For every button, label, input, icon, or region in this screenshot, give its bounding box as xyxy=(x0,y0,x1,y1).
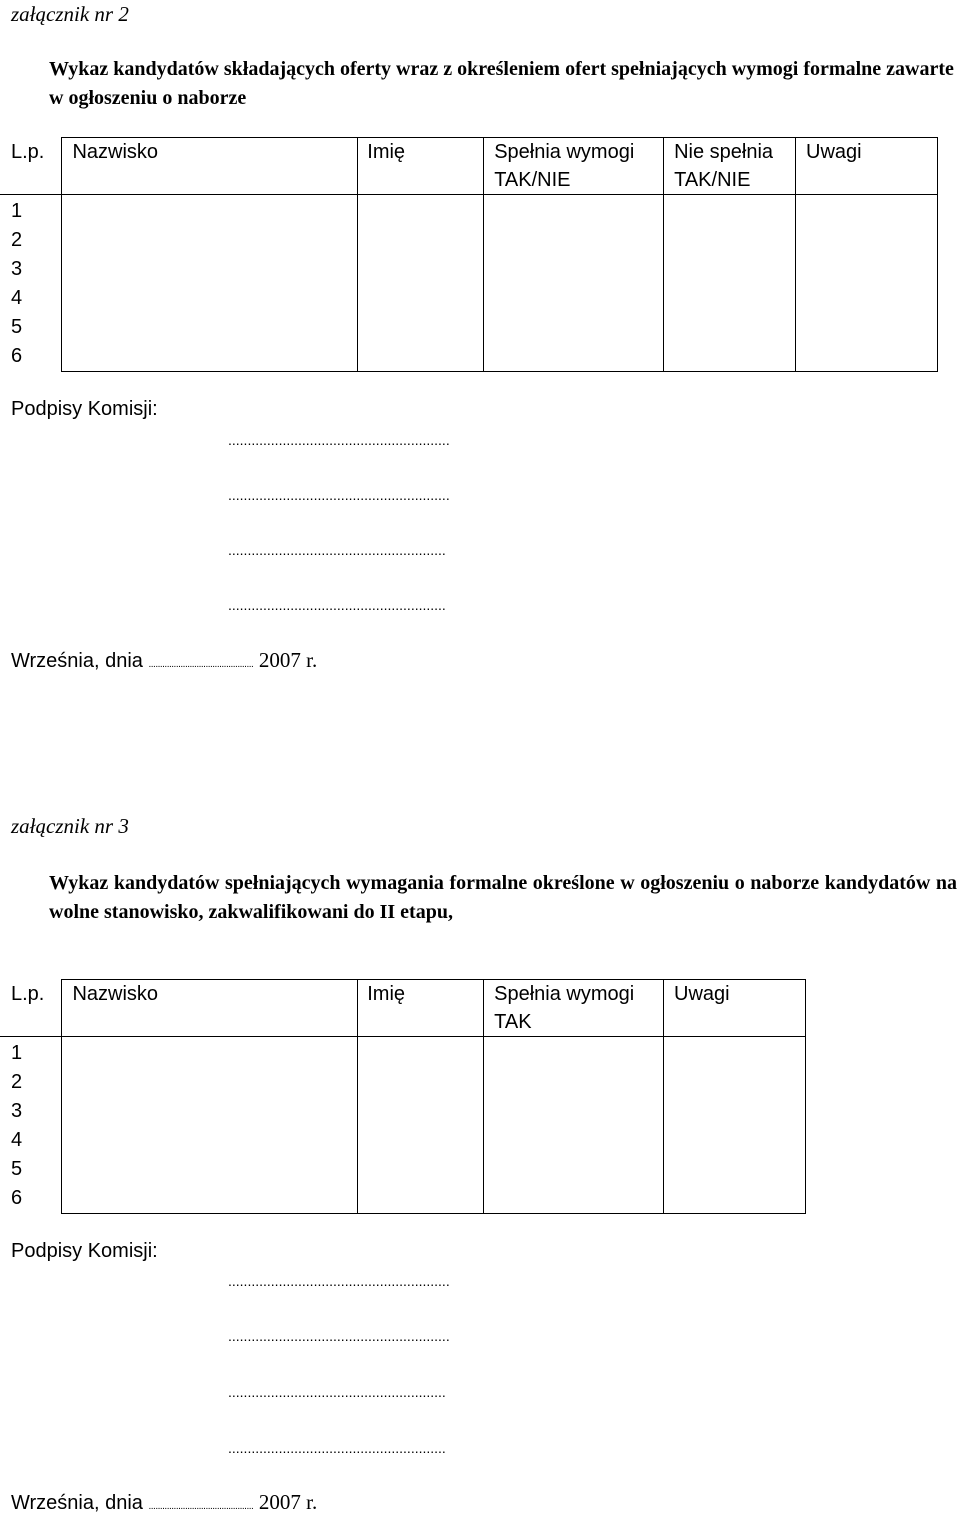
signature-line: ........................................................ xyxy=(228,1384,446,1400)
signatures-label: Podpisy Komisji: xyxy=(11,1240,158,1262)
candidates-table xyxy=(0,137,938,372)
row-numbers xyxy=(0,195,62,372)
row-number: 5 xyxy=(11,1158,23,1180)
row-number: 5 xyxy=(11,316,23,338)
signature-line: ......................................................... xyxy=(228,487,450,503)
notes-cell xyxy=(796,195,938,372)
header-not-meets: Nie spełnia xyxy=(674,141,774,163)
row-number: 3 xyxy=(11,258,23,280)
name-cell xyxy=(358,1037,484,1214)
document-title: Wykaz kandydatów składających oferty wraz z określeniem ofert spełniających wymogi formalne zawarte w ogłoszeniu o naborze xyxy=(49,58,954,109)
signature-line: ........................................................ xyxy=(228,1440,446,1456)
row-number: 1 xyxy=(11,1042,23,1064)
table-body-row xyxy=(0,195,938,372)
meets-cell xyxy=(484,195,664,372)
header-not-meets-values: TAK/NIE xyxy=(674,169,751,191)
header-meets: Spełnia wymogi xyxy=(494,141,635,163)
header-lp: L.p. xyxy=(11,982,45,1005)
header-surname: Nazwisko xyxy=(72,983,159,1005)
row-number: 2 xyxy=(11,1071,23,1093)
annex-label: załącznik nr 2 xyxy=(11,2,129,26)
date-line xyxy=(11,648,317,673)
row-number: 3 xyxy=(11,1100,23,1122)
date-prefix: Września, dnia xyxy=(11,1492,143,1514)
date-blank: .............................................. xyxy=(148,659,254,670)
header-notes: Uwagi xyxy=(806,141,862,163)
notes-cell xyxy=(664,1037,806,1214)
date-line xyxy=(11,1490,317,1515)
date-suffix: 2007 r. xyxy=(258,648,318,672)
row-number: 1 xyxy=(11,200,23,222)
date-suffix: 2007 r. xyxy=(258,1490,318,1514)
header-meets-values: TAK xyxy=(494,1011,532,1033)
header-surname: Nazwisko xyxy=(72,141,159,163)
date-prefix: Września, dnia xyxy=(11,650,143,672)
signature-line: ......................................................... xyxy=(228,1328,450,1344)
header-lp: L.p. xyxy=(11,140,45,163)
header-meets-values: TAK/NIE xyxy=(494,169,571,191)
document-title: Wykaz kandydatów spełniających wymagania formalne określone w ogłoszeniu o naborze kandydatów na wolne stanowisko, zakwalifikowani do II etapu, xyxy=(49,872,957,923)
signatures-label: Podpisy Komisji: xyxy=(11,398,158,420)
header-meets: Spełnia wymogi xyxy=(494,983,635,1005)
row-number: 4 xyxy=(11,287,23,309)
surname-cell xyxy=(62,195,358,372)
table-body-row xyxy=(0,1037,806,1214)
header-notes: Uwagi xyxy=(674,983,730,1005)
table-header-row xyxy=(0,980,806,1037)
row-number: 4 xyxy=(11,1129,23,1151)
row-number: 6 xyxy=(11,345,23,367)
name-cell xyxy=(358,195,484,372)
signature-line: ........................................................ xyxy=(228,597,446,613)
header-name: Imię xyxy=(367,983,406,1005)
signature-line: ........................................................ xyxy=(228,542,446,558)
surname-cell xyxy=(62,1037,358,1214)
annex-label: załącznik nr 3 xyxy=(11,814,129,838)
table-header-row xyxy=(0,138,938,195)
qualified-table xyxy=(0,979,806,1214)
row-numbers xyxy=(0,1037,62,1214)
row-number: 6 xyxy=(11,1187,23,1209)
signature-line: ......................................................... xyxy=(228,432,450,448)
row-number: 2 xyxy=(11,229,23,251)
meets-cell xyxy=(484,1037,664,1214)
signature-line: ......................................................... xyxy=(228,1273,450,1289)
date-blank: .............................................. xyxy=(148,1501,254,1512)
header-name: Imię xyxy=(367,141,406,163)
not-meets-cell xyxy=(664,195,796,372)
